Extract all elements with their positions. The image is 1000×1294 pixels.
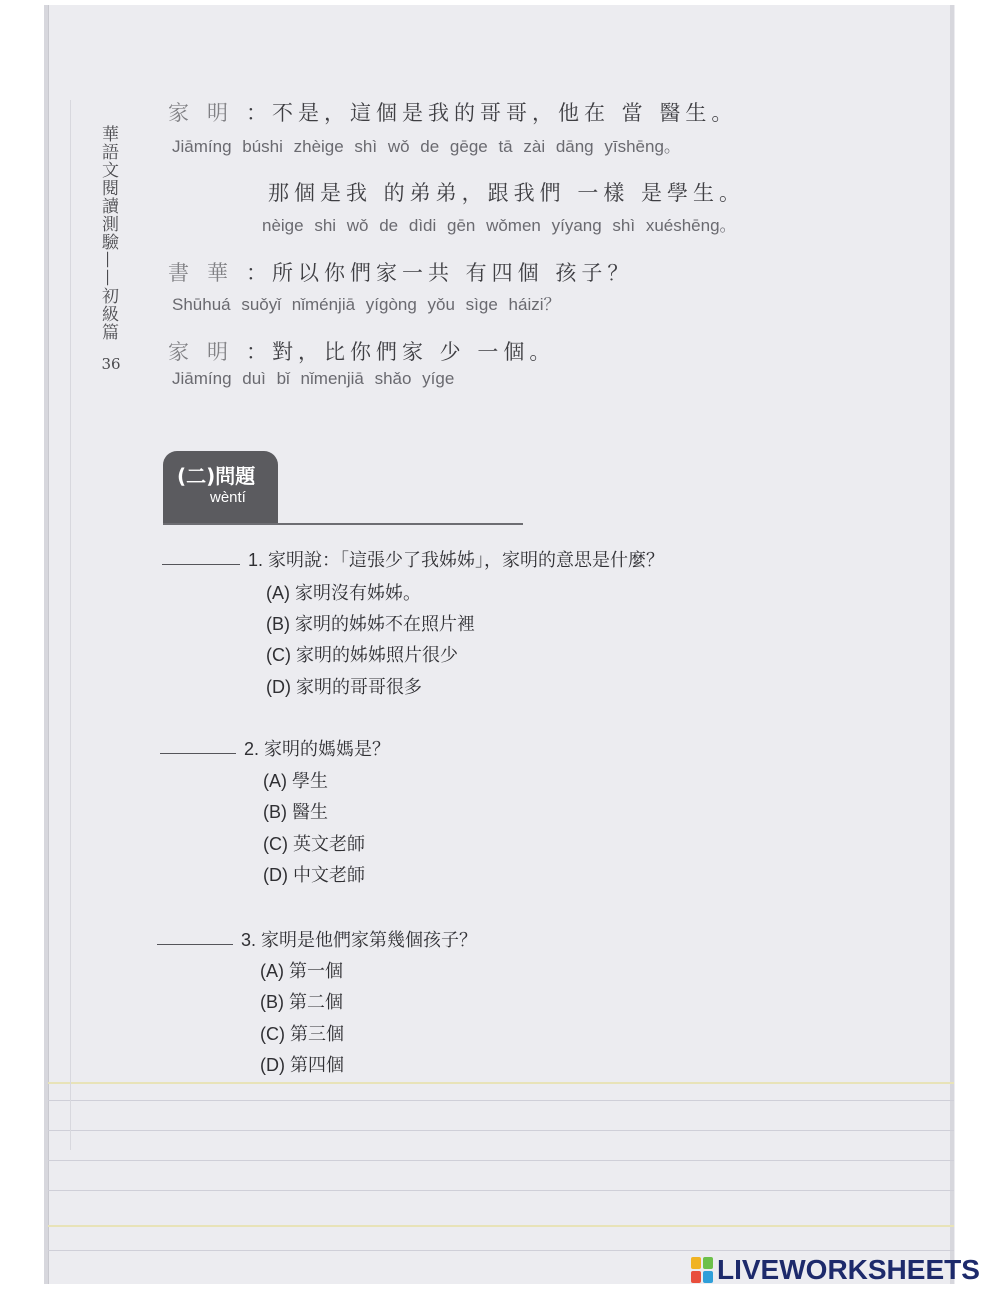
option-1d: (D) 家明的哥哥很多 xyxy=(266,677,422,697)
option-1b: (B) 家明的姊姊不在照片裡 xyxy=(266,614,475,634)
section-title: (二)問題 xyxy=(177,464,256,488)
ruled-line xyxy=(48,1250,954,1251)
question-3: 3. 家明是他們家第幾個孩子？ xyxy=(241,930,478,950)
speaker-name: 書華 xyxy=(168,261,246,285)
margin-line xyxy=(70,100,71,1150)
logo-square xyxy=(703,1257,713,1269)
option-3b: (B) 第二個 xyxy=(260,992,343,1012)
liveworksheets-logo xyxy=(691,1255,980,1285)
ruled-line xyxy=(48,1160,954,1161)
section-pinyin: wèntí xyxy=(210,489,246,506)
option-2c: (C) 英文老師 xyxy=(263,834,365,854)
option-3c: (C) 第三個 xyxy=(260,1024,344,1044)
answer-blank-1[interactable] xyxy=(162,564,240,565)
dialogue-pinyin-4: Jiāmíng duì bǐ nǐmenjiā shǎo yíge xyxy=(172,369,455,388)
ruled-line xyxy=(48,1100,954,1101)
option-1a: (A) 家明沒有姊姊。 xyxy=(266,583,421,603)
option-2b: (B) 醫生 xyxy=(263,802,328,822)
dialogue-text: ：所以你們家一共 有四個 孩子？ xyxy=(246,261,634,285)
book-title: 華語文閱讀測驗——初級篇 xyxy=(98,125,118,341)
dialogue-pinyin-1: Jiāmíng búshi zhèige shì wǒ de gēge tā zài dāng yīshēng。 xyxy=(172,137,681,156)
option-2d: (D) 中文老師 xyxy=(263,865,365,885)
speaker-name: 家明 xyxy=(168,340,246,364)
dialogue-pinyin-3: Shūhuá suǒyǐ nǐménjiā yígòng yǒu sìge háizi？ xyxy=(172,295,561,314)
page-shadow-right xyxy=(950,5,954,1284)
option-1c: (C) 家明的姊姊照片很少 xyxy=(266,645,458,665)
ruled-line xyxy=(48,1082,954,1084)
logo-square xyxy=(691,1257,701,1269)
dialogue-line-4 xyxy=(168,336,555,366)
liveworksheets-wordmark: LIVEWORKSHEETS xyxy=(717,1254,980,1285)
question-1: 1. 家明說：「這張少了我姊姊」，家明的意思是什麼？ xyxy=(248,550,665,570)
question-2: 2. 家明的媽媽是？ xyxy=(244,739,391,759)
dialogue-text: ：對，比你們家 少 一個。 xyxy=(246,340,556,364)
ruled-line xyxy=(48,1225,954,1227)
option-2a: (A) 學生 xyxy=(263,771,328,791)
dialogue-line-3 xyxy=(168,257,633,287)
dialogue-pinyin-2: nèige shi wǒ de dìdi gēn wǒmen yíyang shì xuéshēng。 xyxy=(262,216,737,235)
answer-blank-2[interactable] xyxy=(160,753,236,754)
ruled-line xyxy=(48,1190,954,1191)
ruled-line xyxy=(48,1130,954,1131)
speaker-name: 家明 xyxy=(168,101,246,125)
dialogue-text: 那個是我 的弟弟，跟我們 一樣 是學生。 xyxy=(268,181,746,205)
dialogue-line-1 xyxy=(168,97,737,127)
answer-blank-3[interactable] xyxy=(157,944,233,945)
dialogue-text: ：不是，這個是我的哥哥，他在 當 醫生。 xyxy=(246,101,738,125)
option-3a: (A) 第一個 xyxy=(260,961,343,981)
section-tab xyxy=(163,451,278,523)
section-underline xyxy=(163,523,523,525)
option-3d: (D) 第四個 xyxy=(260,1055,344,1075)
dialogue-line-2 xyxy=(268,177,745,207)
page-number: 36 xyxy=(101,355,121,373)
side-title xyxy=(98,125,124,374)
liveworksheets-mark-icon xyxy=(691,1257,713,1283)
logo-square xyxy=(691,1271,701,1283)
logo-square xyxy=(703,1271,713,1283)
